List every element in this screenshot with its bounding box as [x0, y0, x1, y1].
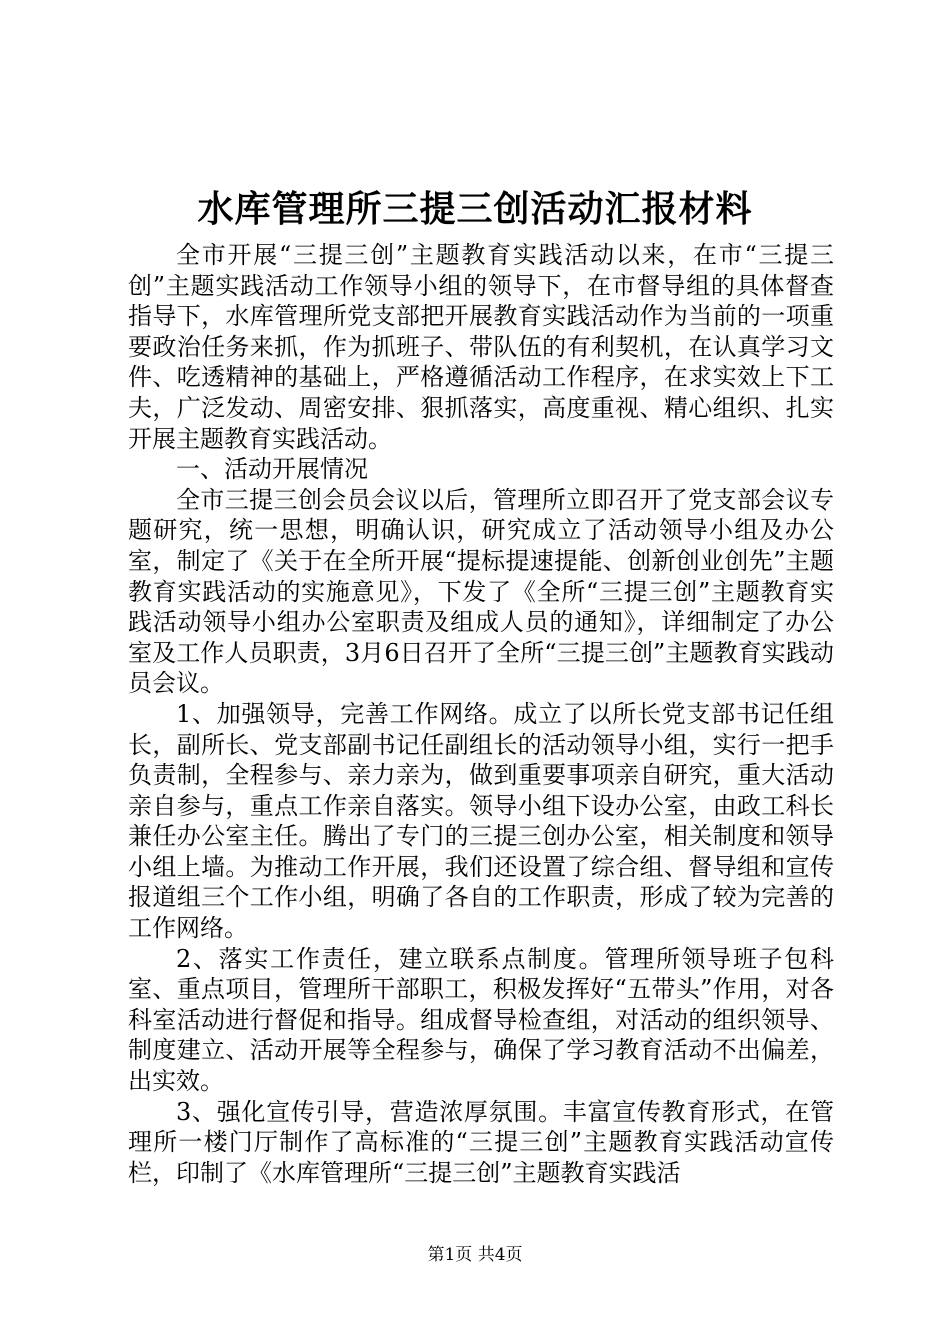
page-number-footer: 第1页 共4页 — [427, 1245, 523, 1265]
document-body — [128, 240, 834, 1188]
section-heading: 一、活动开展情况 — [176, 455, 368, 484]
document-title: 水库管理所三提三创活动汇报材料 — [197, 188, 753, 230]
paragraph-item-3: 3、强化宣传引导，营造浓厚氛围。丰富宣传教育形式，在管理所一楼门厅制作了高标准的“三提三创”主题教育实践活动宣传栏，印制了《水库管理所“三提三创”主题教育实践活 — [128, 1097, 834, 1187]
paragraph-overview: 全市三提三创会员会议以后，管理所立即召开了党支部会议专题研究，统一思想，明确认识，研究成立了活动领导小组及办公室，制定了《关于在全所开展“提标提速提能、创新创业创先”主题教育实践活动的实施意见》，下发了《全所“三提三创”主题教育实践活动领导小组办公室职责及组成人员的通知》，详细制定了办公室及工作人员职责，3月6日召开了全所“三提三创”主题教育实践动员会议。 — [128, 485, 834, 698]
paragraph-item-1: 1、加强领导，完善工作网络。成立了以所长党支部书记任组长，副所长、党支部副书记任副组长的活动领导小组，实行一把手负责制，全程参与、亲力亲为，做到重要事项亲自研究，重大活动亲自参与，重点工作亲自落实。领导小组下设办公室，由政工科长兼任办公室主任。腾出了专门的三提三创办公室，相关制度和领导小组上墙。为推动工作开展，我们还设置了综合组、督导组和宣传报道组三个工作小组，明确了各自的工作职责，形成了较为完善的工作网络。 — [128, 699, 834, 943]
paragraph-item-2: 2、落实工作责任，建立联系点制度。管理所领导班子包科室、重点项目，管理所干部职工，积极发挥好“五带头”作用，对各科室活动进行督促和指导。组成督导检查组，对活动的组织领导、制度建立、活动开展等全程参与，确保了学习教育活动不出偏差，出实效。 — [128, 944, 834, 1096]
paragraph-intro: 全市开展“三提三创”主题教育实践活动以来，在市“三提三创”主题实践活动工作领导小组的领导下，在市督导组的具体督查指导下，水库管理所党支部把开展教育实践活动作为当前的一项重要政治任务来抓，作为抓班子、带队伍的有利契机，在认真学习文件、吃透精神的基础上，严格遵循活动工作程序，在求实效上下工夫，广泛发动、周密安排、狠抓落实，高度重视、精心组织、扎实开展主题教育实践活动。 — [128, 241, 834, 453]
